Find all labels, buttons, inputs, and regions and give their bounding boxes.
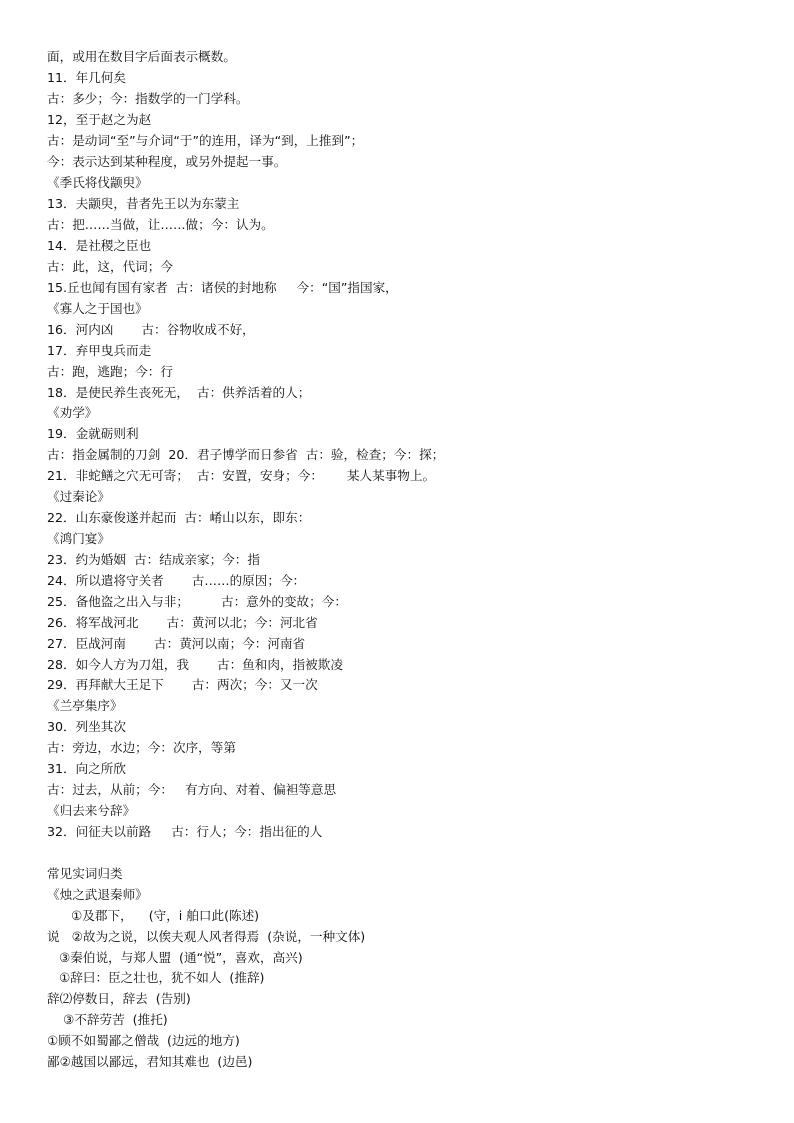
section-title: 《寡人之于国也》 bbox=[47, 301, 148, 316]
heading: 常见实词归类 bbox=[47, 866, 123, 881]
text-line: ①辞曰：臣之壮也，犹不如人 (推辞) bbox=[47, 970, 265, 985]
text-line: 19．金就砺则利 bbox=[47, 426, 139, 441]
text-line: 25．备他盗之出入与非； 古：意外的变故；今： bbox=[47, 594, 347, 609]
text-line: 27．臣战河南 古：黄河以南；今：河南省 bbox=[47, 636, 306, 651]
text-line: 古：跑，逃跑；今：行 bbox=[47, 364, 173, 379]
section-title: 《鸿门宴》 bbox=[47, 531, 110, 546]
text-line: 31．向之所欣 bbox=[47, 761, 126, 776]
text-line: 32．问征夫以前路 古：行人；今：指出征的人 bbox=[47, 824, 323, 839]
text-line: 21．非蛇鳝之穴无可寄； 古：安置，安身；今： 某人某事物上。 bbox=[47, 468, 436, 483]
section-title: 《烛之武退秦师》 bbox=[47, 887, 148, 902]
text-line: 古：多少；今：指数学的一门学科。 bbox=[47, 91, 249, 106]
text-line: 29．再拜献大王足下 古：两次；今：又一次 bbox=[47, 677, 318, 692]
text-line: 30．列坐其次 bbox=[47, 719, 126, 734]
text-line: 17．弃甲曳兵而走 bbox=[47, 343, 152, 358]
text-line: 18．是使民养生丧死无， 古：供养活着的人； bbox=[47, 385, 311, 400]
text-line: 今：表示达到某种程度，或另外提起一事。 bbox=[47, 154, 287, 169]
text-line: 古：过去，从前；今： 有方向、对着、偏袒等意思 bbox=[47, 782, 337, 797]
section-title: 《兰亭集序》 bbox=[47, 698, 123, 713]
text-line: 26．将军战河北 古：黄河以北；今：河北省 bbox=[47, 615, 318, 630]
text-line: 15.丘也闻有国有家者 古：诸侯的封地称 今：“国”指国家， bbox=[47, 280, 398, 295]
text-line: 14．是社稷之臣也 bbox=[47, 238, 152, 253]
text-line: ③不辞劳苦 (推托) bbox=[47, 1012, 168, 1027]
text-line: 24．所以遣将守关者 古……的原因；今： bbox=[47, 573, 306, 588]
text-line: 面，或用在数目字后面表示概数。 bbox=[47, 49, 236, 64]
text-line: ①顾不如蜀鄙之僧哉 (边远的地方) bbox=[47, 1033, 240, 1048]
text-line: 古：把……当做，让……做；今：认为。 bbox=[47, 217, 274, 232]
text-line: 11．年几何矣 bbox=[47, 70, 126, 85]
text-line: 古：指金属制的刀剑 20．君子博学而日参省 古：验，检查；今：探； bbox=[47, 447, 445, 462]
text-line: 12，至于赵之为赵 bbox=[47, 112, 152, 127]
text-line: ①及郡下， (守，i 舶口此(陈述) bbox=[47, 908, 260, 923]
text-line: 23．约为婚姻 古：结成亲家；今：指 bbox=[47, 552, 260, 567]
text-line: 古：旁边，水边；今：次序，等第 bbox=[47, 740, 236, 755]
text-line: 13．夫颛臾，昔者先王以为东蒙主 bbox=[47, 196, 240, 211]
text-line: 鄙②越国以鄙远，君知其难也 (边邑) bbox=[47, 1054, 253, 1069]
text-line: 16．河内凶 古：谷物收成不好， bbox=[47, 322, 255, 337]
section-title: 《季氏将伐颛臾》 bbox=[47, 175, 148, 190]
section-title: 《过秦论》 bbox=[47, 489, 110, 504]
text-line: 古：此，这，代词；今 bbox=[47, 259, 173, 274]
text-line: 辞⑵停数日，辞去 (告别) bbox=[47, 991, 191, 1006]
text-line: 28．如今人方为刀俎，我 古：鱼和肉，指被欺凌 bbox=[47, 657, 343, 672]
text-line: 说 ②故为之说，以俟夫观人风者得焉 (杂说，一种文体) bbox=[47, 929, 366, 944]
text-line: ③秦伯说，与郑人盟 (通“悦”，喜欢，高兴) bbox=[47, 950, 303, 965]
text-line: 22．山东豪俊遂并起而 古：崤山以东，即东： bbox=[47, 510, 311, 525]
section-title: 《归去来兮辞》 bbox=[47, 803, 136, 818]
text-line: 古：是动词“至”与介词“于”的连用，译为“到，上推到”； bbox=[47, 133, 364, 148]
section-title: 《劝学》 bbox=[47, 405, 98, 420]
